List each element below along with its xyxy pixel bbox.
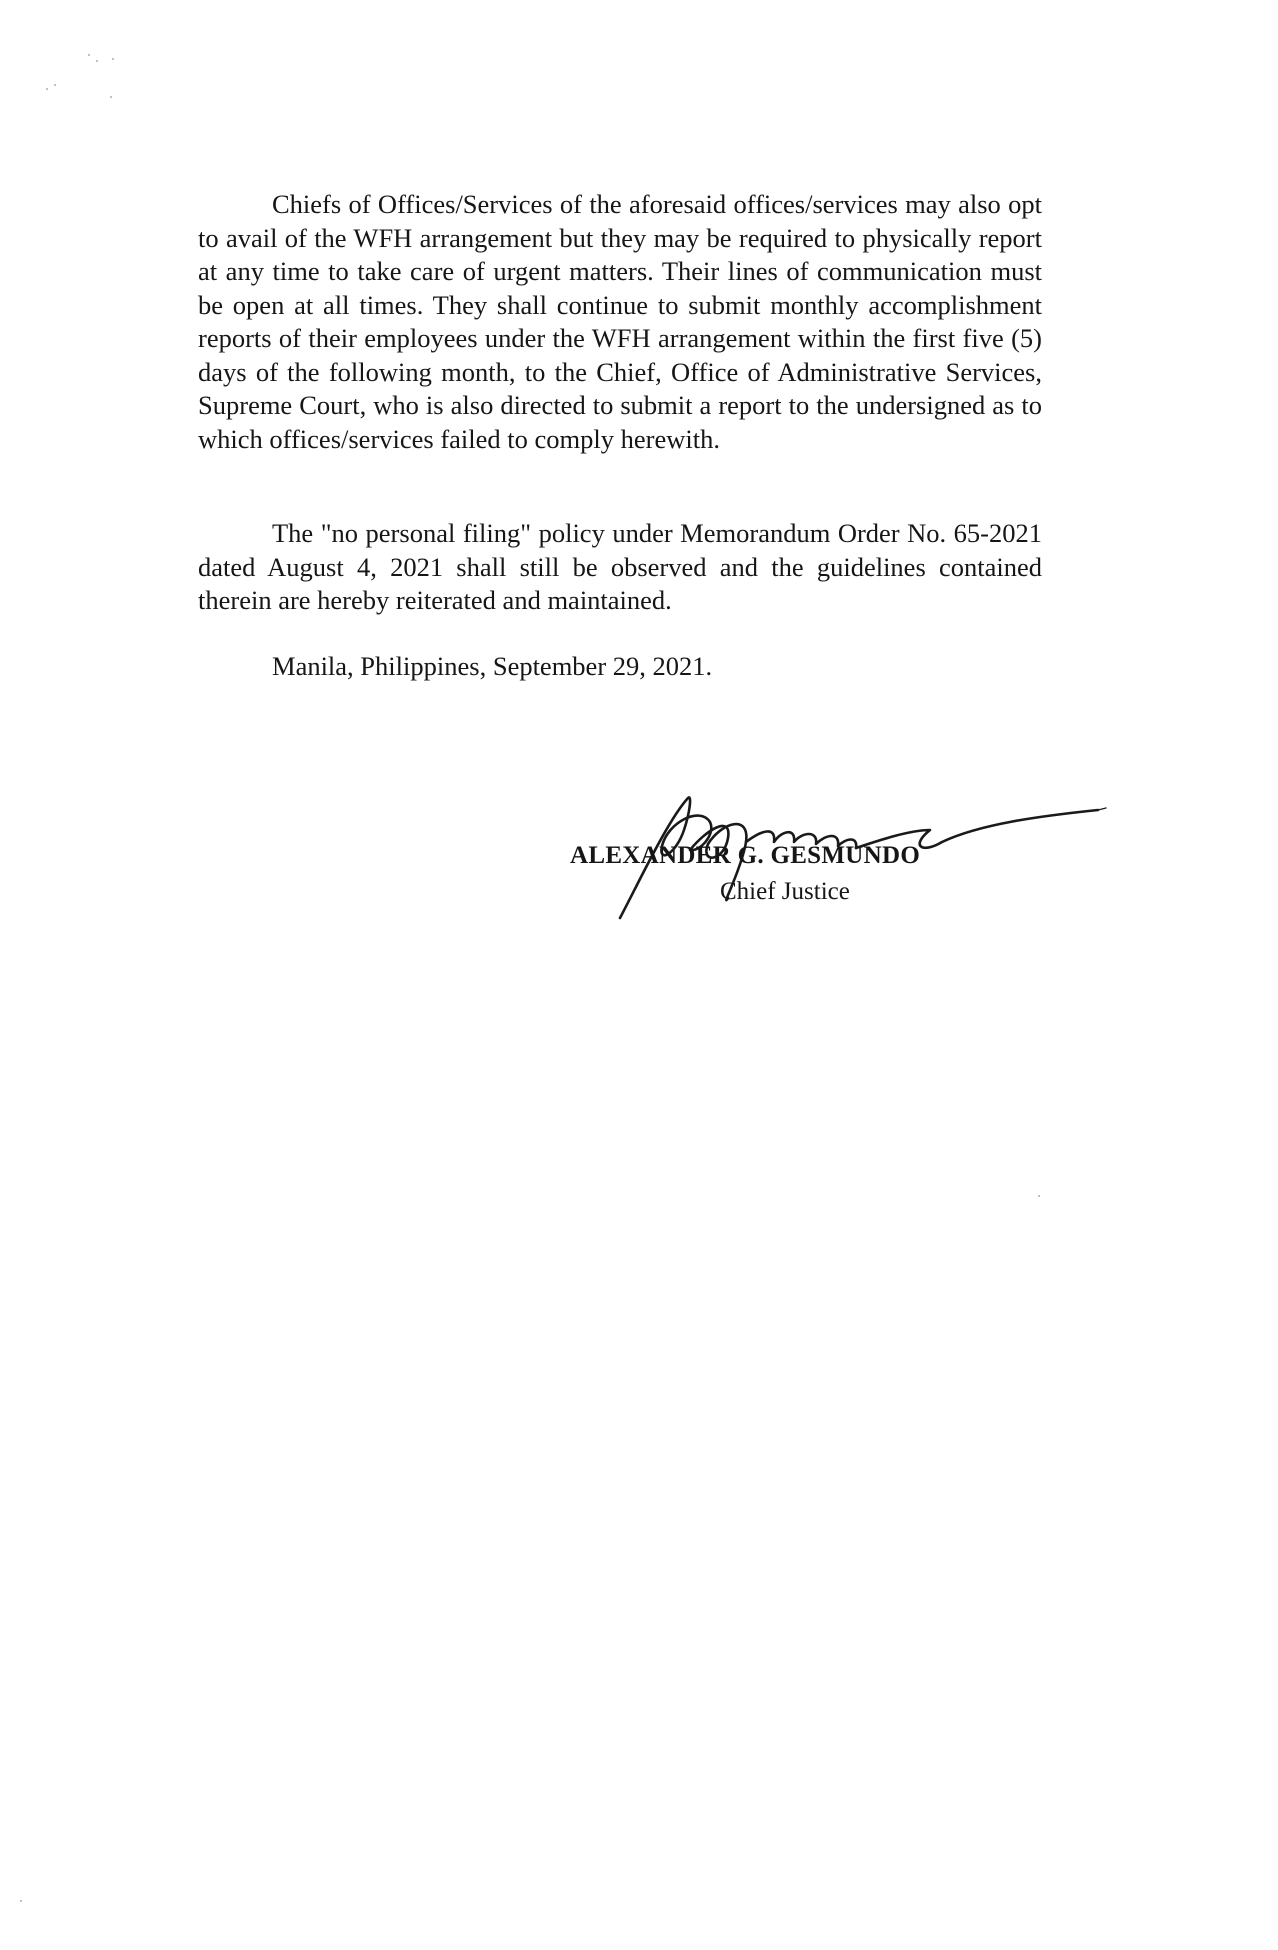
body-paragraph-filing-policy: The "no personal filing" policy under Memorandum Order No. 65-2021 dated August 4, 2021 shall still be observed and the guidelines contained therein are hereby reiterated and maintained. — [198, 518, 1042, 615]
signature-block — [550, 760, 1110, 930]
date-line: Manila, Philippines, September 29, 2021. — [272, 651, 713, 681]
signatory-name: ALEXANDER G. GESMUNDO — [570, 842, 921, 869]
signatory-title: Chief Justice — [720, 878, 850, 905]
body-paragraph-reporting: Chiefs of Offices/Services of the aforesaid offices/services may also opt to avail of the WFH arrangement but they may be required to physically report at any time to take care of urgent matters. Their lines of communication must be open at all times. They shall continue to submit monthly accomplishment reports of their employees under the WFH arrangement within the first five (5) days of the following month, to the Chief, Office of Administrative Services, Supreme Court, who is also directed to submit a report to the undersigned as to which offices/services failed to comply herewith. — [198, 189, 1042, 454]
